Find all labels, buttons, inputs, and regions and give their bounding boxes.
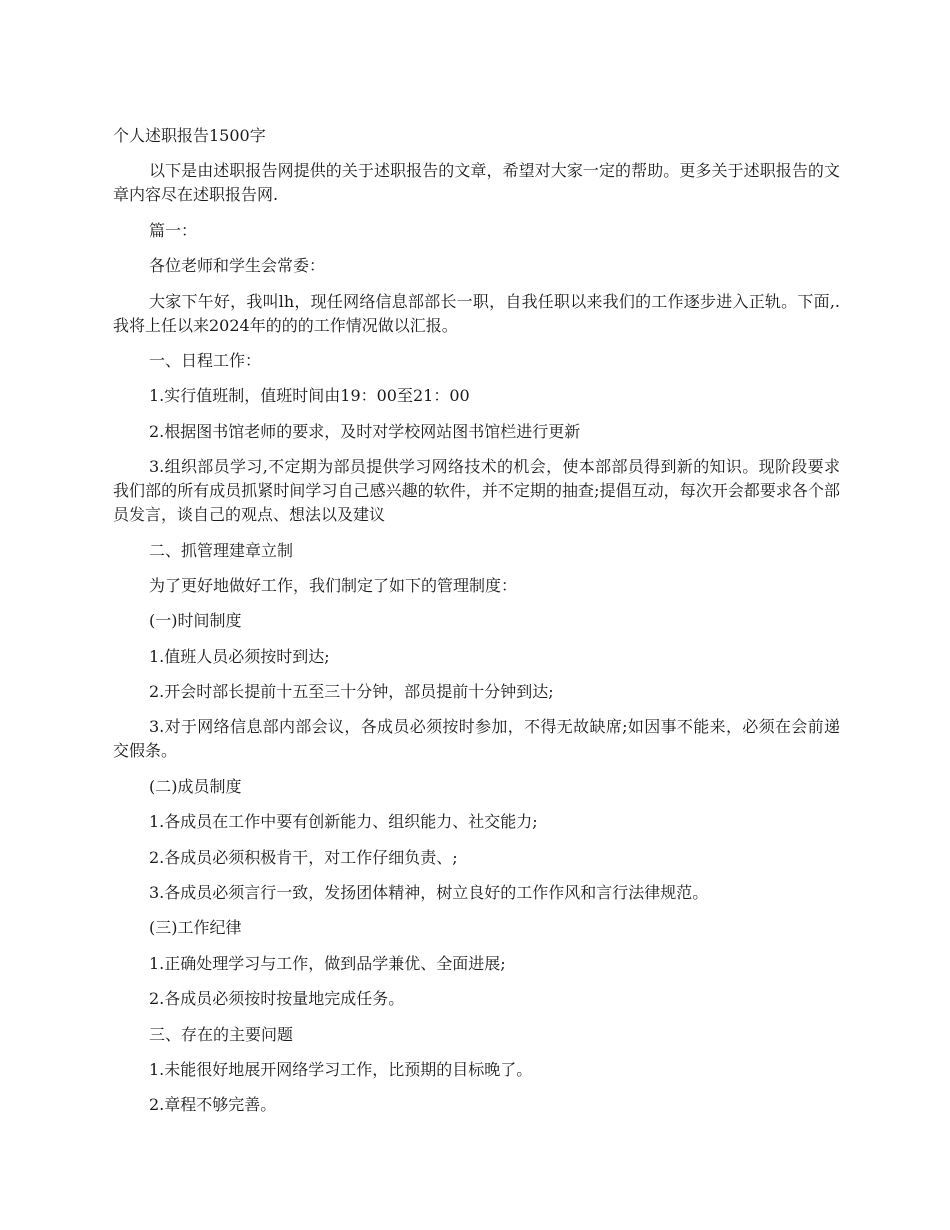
intro-paragraph: 以下是由述职报告网提供的关于述职报告的文章，希望对大家一定的帮助。更多关于述职报告的文章内容尽在述职报告网.: [113, 161, 840, 205]
document-title: 个人述职报告1500字: [113, 126, 266, 145]
list-item: 1.未能很好地展开网络学习工作，比预期的目标晚了。: [149, 1059, 533, 1079]
list-item: 3.对于网络信息部内部会议，各成员必须按时参加，不得无故缺席;如因事不能来，必须在会前递交假条。: [113, 717, 840, 761]
list-item: 1.值班人员必须按时到达;: [149, 646, 330, 666]
subsection-heading-members: (二)成员制度: [149, 776, 242, 796]
opening-paragraph: 大家下午好，我叫lh，现任网络信息部部长一职，自我任职以来我们的工作逐步进入正轨。下面,.我将上任以来2024年的的的工作情况做以汇报。: [113, 291, 840, 335]
list-item: 2.各成员必须按时按量地完成任务。: [149, 989, 405, 1009]
list-item: 2.根据图书馆老师的要求，及时对学校网站图书馆栏进行更新: [149, 421, 581, 441]
section-heading-management: 二、抓管理建章立制: [149, 540, 294, 560]
list-item: 3.各成员必须言行一致，发扬团体精神，树立良好的工作作风和言行法律规范。: [149, 883, 709, 903]
section-label-part-one: 篇一：: [149, 220, 198, 240]
section-heading-daily-work: 一、日程工作：: [149, 350, 262, 370]
list-item: 3.组织部员学习,不定期为部员提供学习网络技术的机会，使本部部员得到新的知识。现阶段要求我们部的所有成员抓紧时间学习自己感兴趣的软件，并不定期的抽查;提倡互动，每次开会都要求各个部员发言，谈自己的观点、想法以及建议: [113, 457, 840, 525]
subsection-heading-discipline: (三)工作纪律: [149, 918, 242, 938]
section-heading-problems: 三、存在的主要问题: [149, 1024, 294, 1044]
salutation: 各位老师和学生会常委：: [149, 256, 326, 276]
list-item: 2.章程不够完善。: [149, 1095, 277, 1115]
list-item: 1.实行值班制，值班时间由19：00至21：00: [149, 386, 470, 406]
list-item: 1.各成员在工作中要有创新能力、组织能力、社交能力;: [149, 812, 538, 832]
list-item: 2.各成员必须积极肯干，对工作仔细负责、;: [149, 847, 458, 867]
document-body: [113, 124, 840, 1117]
list-item: 2.开会时部长提前十五至三十分钟，部员提前十分钟到达;: [149, 682, 554, 702]
subsection-heading-time: (一)时间制度: [149, 611, 242, 631]
list-item: 1.正确处理学习与工作，做到品学兼优、全面进展;: [149, 953, 506, 973]
body-paragraph: 为了更好地做好工作，我们制定了如下的管理制度：: [149, 575, 518, 595]
